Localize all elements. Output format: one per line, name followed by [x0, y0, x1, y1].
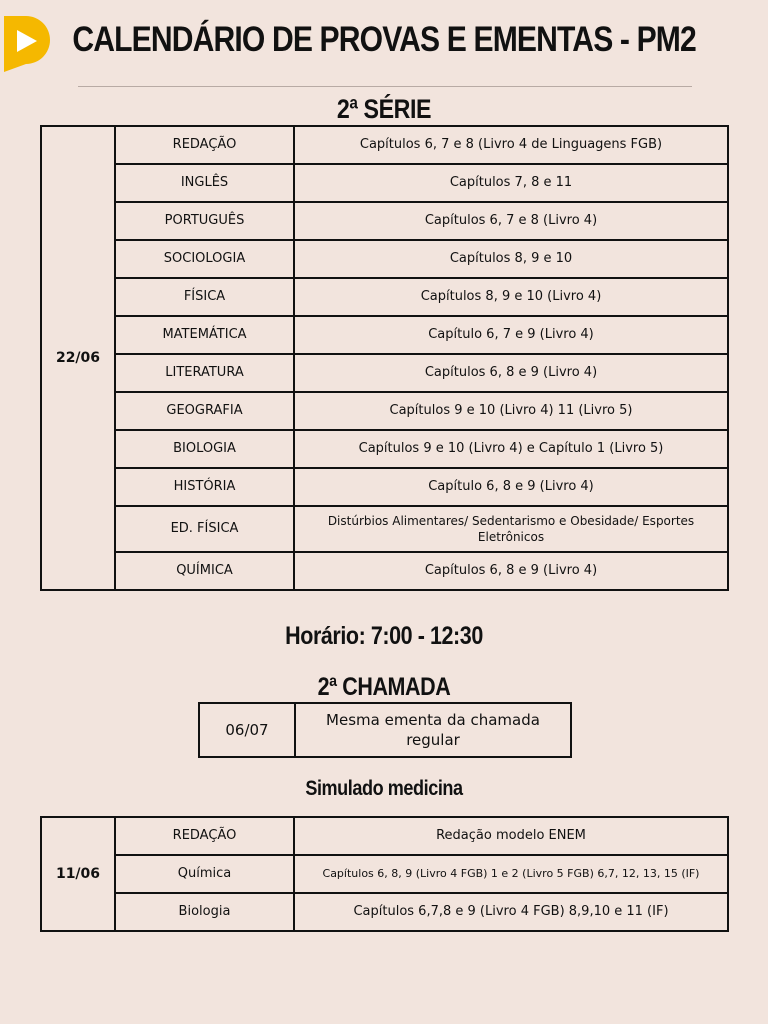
subject-cell: HISTÓRIA	[115, 468, 294, 506]
content-cell: Capítulos 7, 8 e 11	[294, 164, 728, 202]
subject-cell: ED. FÍSICA	[115, 506, 294, 552]
subject-cell: Biologia	[115, 893, 294, 931]
subject-cell: LITERATURA	[115, 354, 294, 392]
brand-logo-icon	[4, 16, 50, 72]
table-row	[41, 164, 728, 202]
content-cell: Capítulo 6, 8 e 9 (Livro 4)	[294, 468, 728, 506]
subject-cell: SOCIOLOGIA	[115, 240, 294, 278]
schedule-time: Horário: 7:00 - 12:30	[285, 622, 483, 650]
table-row	[41, 202, 728, 240]
exam-date: 22/06	[41, 126, 115, 590]
second-call-heading: 2ª CHAMADA	[317, 673, 451, 701]
content-cell: Capítulos 6, 7 e 8 (Livro 4)	[294, 202, 728, 240]
serie-heading: 2ª SÉRIE	[336, 94, 432, 124]
subject-cell: QUÍMICA	[115, 552, 294, 590]
subject-cell: REDAÇÃO	[115, 126, 294, 164]
subject-cell: PORTUGUÊS	[115, 202, 294, 240]
content-cell: Capítulos 6,7,8 e 9 (Livro 4 FGB) 8,9,10 e 11 (IF)	[294, 893, 728, 931]
second-call-content: Mesma ementa da chamada regular	[295, 703, 571, 757]
subject-cell: BIOLOGIA	[115, 430, 294, 468]
subject-cell: GEOGRAFIA	[115, 392, 294, 430]
content-cell: Redação modelo ENEM	[294, 817, 728, 855]
second-call-table	[198, 702, 572, 758]
serie-exam-table	[40, 125, 729, 591]
content-cell: Capítulos 6, 8 e 9 (Livro 4)	[294, 552, 728, 590]
content-cell: Distúrbios Alimentares/ Sedentarismo e Obesidade/ Esportes Eletrônicos	[294, 506, 728, 552]
table-row	[41, 278, 728, 316]
content-cell: Capítulos 6, 7 e 8 (Livro 4 de Linguagens FGB)	[294, 126, 728, 164]
table-row	[41, 430, 728, 468]
table-row	[41, 392, 728, 430]
table-row	[199, 703, 571, 757]
content-cell: Capítulos 8, 9 e 10	[294, 240, 728, 278]
table-row	[41, 817, 728, 855]
table-row	[41, 506, 728, 552]
table-row	[41, 316, 728, 354]
page-title: CALENDÁRIO DE PROVAS E EMENTAS - PM2	[72, 20, 696, 59]
simulado-table	[40, 816, 729, 932]
simulado-heading: Simulado medicina	[305, 777, 463, 800]
second-call-date: 06/07	[199, 703, 295, 757]
content-cell: Capítulos 6, 8 e 9 (Livro 4)	[294, 354, 728, 392]
subject-cell: FÍSICA	[115, 278, 294, 316]
content-cell: Capítulos 9 e 10 (Livro 4) e Capítulo 1 (Livro 5)	[294, 430, 728, 468]
subject-cell: INGLÊS	[115, 164, 294, 202]
title-divider	[78, 86, 692, 87]
subject-cell: MATEMÁTICA	[115, 316, 294, 354]
content-cell: Capítulos 6, 8, 9 (Livro 4 FGB) 1 e 2 (Livro 5 FGB) 6,7, 12, 13, 15 (IF)	[294, 855, 728, 893]
content-cell: Capítulos 8, 9 e 10 (Livro 4)	[294, 278, 728, 316]
content-cell: Capítulo 6, 7 e 9 (Livro 4)	[294, 316, 728, 354]
subject-cell: REDAÇÃO	[115, 817, 294, 855]
table-row	[41, 468, 728, 506]
table-row	[41, 354, 728, 392]
subject-cell: Química	[115, 855, 294, 893]
table-row	[41, 855, 728, 893]
table-row	[41, 126, 728, 164]
simulado-date: 11/06	[41, 817, 115, 931]
table-row	[41, 552, 728, 590]
content-cell: Capítulos 9 e 10 (Livro 4) 11 (Livro 5)	[294, 392, 728, 430]
table-row	[41, 893, 728, 931]
table-row	[41, 240, 728, 278]
